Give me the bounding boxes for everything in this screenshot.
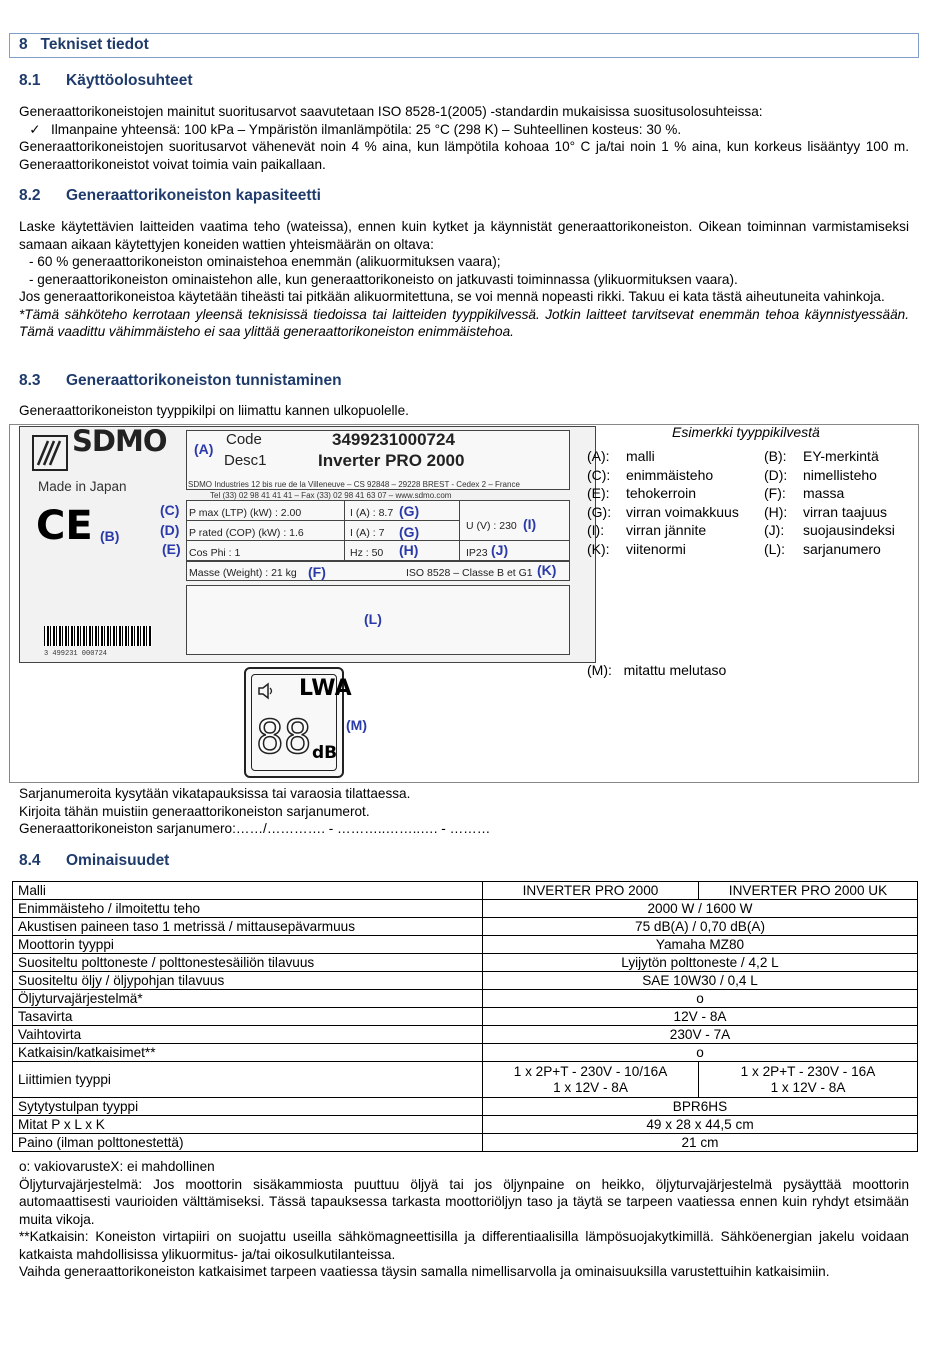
- legend-key: (D):: [764, 466, 788, 483]
- current-max-field: I (A) : 8.7: [350, 507, 394, 519]
- checkmark-icon: ✓: [29, 121, 41, 137]
- legend-key: (L):: [764, 540, 785, 557]
- table-row: [13, 936, 918, 954]
- marker-c: (C): [160, 502, 180, 518]
- legend-key: (C):: [587, 466, 611, 483]
- marker-a: (A): [194, 441, 214, 457]
- spec-key: Katkaisin/katkaisimet**: [13, 1044, 483, 1062]
- cosphi-field: Cos Phi : 1: [189, 547, 241, 559]
- section-title: [19, 36, 149, 54]
- spec-value: o: [483, 1044, 918, 1062]
- legend-value: massa: [803, 485, 845, 501]
- conditions-text: Generaattorikoneistojen mainitut suoritusarvot saavutetaan ISO 8528-1(2005) -standardin mukaisissa suositusolosuhteissa: ✓ Ilmanpaine yhteensä: 100 kPa – Ympäristön ilmanlämpötila: 25 °C (298 K) – Suhteellinen kosteus: 30 %. Generaattorikoneistojen suoritusarvot vähenevät noin 4 % aina, kun lämpötila kohoaa 10° C ja/tai noin 1 % aina, kun korkeus lisääntyy 100 m. Generaattorikoneistot voivat toimia vain paikallaan.: [19, 104, 909, 172]
- list-item: - generaattorikoneiston ominaistehon alle, kun generaattorikoneisto on jatkuvasti toiminnassa (ylikuormituksen vaara).: [29, 271, 738, 287]
- table-row: [13, 954, 918, 972]
- pmax-field: P max (LTP) (kW) : 2.00: [189, 507, 302, 519]
- power-note: *Tämä sähköteho kerrotaan yleensä teknisissä tiedoissa tai laitteiden tyyppikilvessä. Jotkin laitteet tarvitsevat enemmän tehoa käynnistyessään. Tämä vaadittu vähimmäisteho ei saa ylittää generaattorikoneiston enimmäistehoa.: [19, 306, 909, 339]
- lwa-label: LWA: [299, 676, 352, 701]
- spec-value: 12V - 8A: [483, 1008, 918, 1026]
- spec-value: 21 cm: [483, 1134, 918, 1152]
- spec-key: Suositeltu öljy / öljypohjan tilavuus: [13, 972, 483, 990]
- list-item: - 60 % generaattorikoneiston ominaistehoa enemmän (alikuormituksen vaara);: [29, 254, 501, 269]
- sdmo-logo-mark-icon: [32, 435, 68, 471]
- spec-value: SAE 10W30 / 0,4 L: [483, 972, 918, 990]
- plate-intro: Generaattorikoneiston tyyppikilpi on liimattu kannen ulkopuolelle.: [19, 403, 409, 418]
- spec-value: 230V - 7A: [483, 1026, 918, 1044]
- speaker-icon: [256, 681, 276, 706]
- db-unit: dB: [312, 743, 338, 763]
- spec-value: 1 x 2P+T - 230V - 10/16A 1 x 12V - 8A: [483, 1062, 699, 1098]
- legend-value: sarjanumero: [803, 540, 881, 557]
- spec-key: Sytytystulpan tyyppi: [13, 1098, 483, 1116]
- table-row: [13, 1134, 918, 1152]
- marker-d: (D): [160, 522, 180, 538]
- heading-8-4: 8.4 Ominaisuudet: [19, 852, 170, 869]
- made-in-label: Made in Japan: [38, 479, 127, 494]
- desc-value: Inverter PRO 2000: [318, 451, 465, 470]
- spec-value: 2000 W / 1600 W: [483, 900, 918, 918]
- legend-value: virran taajuus: [803, 503, 888, 520]
- current-rated-field: I (A) : 7: [350, 527, 385, 539]
- legend-value: viitenormi: [626, 540, 686, 557]
- spec-value: o: [483, 990, 918, 1008]
- table-footnotes: o: vakiovarusteX: ei mahdollinen Öljyturvajärjestelmä: Jos moottorin sisäkammiosta puuttuu öljyä tai jos öljynpaine on heikko, öljyturvajärjestelmä pysäyttää moottorin automaattisesti vaurioiden välttämiseksi. Tässä tapauksessa tarkasta moottoriöljyn taso ja täytä se tarpeen vaatiessa ennen kuin ryhdyt etsimään muita vikoja. **Katkaisin: Koneiston virtapiiri on suojattu useilla sähkömagneettisilla ja differentiaalisilla lämpösuojakytkimillä. Sähköenergian jakelu voidaan katkaista mahdollisissa ylikuormitus- ja/tai oikosulkutilanteissa. Vaihda generaattorikoneiston katkaisimet tarpeen vaatiessa täysin samalla nimellisarvolla ja ominaisuuksilla varustettuihin katkaisimiin.: [19, 1159, 909, 1279]
- legend-value: virran voimakkuus: [626, 503, 739, 520]
- legend-key: (B):: [764, 448, 787, 464]
- marker-i: (I): [523, 516, 537, 532]
- iso-field: ISO 8528 – Classe B et G1: [406, 567, 533, 579]
- barcode-icon: [44, 626, 152, 646]
- marker-k: (K): [537, 562, 557, 578]
- section-title-text: Tekniset tiedot: [40, 36, 149, 53]
- legend-title: Esimerkki tyyppikilvestä: [672, 424, 820, 440]
- marker-m: (M): [346, 717, 367, 733]
- legend-key: (G):: [587, 503, 612, 520]
- legend-value: tehokerroin: [626, 485, 697, 501]
- prated-field: P rated (COP) (kW) : 1.6: [189, 527, 304, 539]
- marker-g: (G): [399, 503, 420, 519]
- desc-label: Desc1: [224, 452, 267, 469]
- spec-key: Akustisen paineen taso 1 metrissä / mittausepävarmuus: [13, 918, 483, 936]
- frequency-field: Hz : 50: [350, 547, 384, 559]
- marker-h: (H): [399, 542, 419, 558]
- spec-key: Mitat P x L x K: [13, 1116, 483, 1134]
- table-row: [13, 990, 918, 1008]
- spec-key: Öljyturvajärjestelmä*: [13, 990, 483, 1008]
- spec-value: Lyijytön polttoneste / 4,2 L: [483, 954, 918, 972]
- table-row: [13, 918, 918, 936]
- legend-key: (K):: [587, 540, 610, 557]
- contact-line: Tel (33) 02 98 41 41 41 – Fax (33) 02 98 41 63 07 – www.sdmo.com: [210, 491, 452, 500]
- spec-key: Tasavirta: [13, 1008, 483, 1026]
- spec-value: 75 dB(A) / 0,70 dB(A): [483, 918, 918, 936]
- section-number: 8: [19, 36, 28, 53]
- ce-mark-icon: CE: [36, 503, 93, 549]
- section-header-box: [9, 33, 919, 58]
- db-digits: 88: [256, 710, 312, 764]
- table-row: [13, 1098, 918, 1116]
- legend-key: (J):: [764, 522, 785, 538]
- table-row: [13, 1026, 918, 1044]
- capacity-text: Laske käytettävien laitteiden vaatima teho (wateissa), ennen kuin kytket ja käynnistät generaattorikoneiston. Oikean toiminnan varmistamiseksi samaan aikaan käytettyjen koneiden wattien yhteismäärän on oltava: - 60 % generaattorikoneiston ominaistehoa enemmän (alikuormituksen vaara); - generaattorikoneiston ominaistehon alle, kun generaattorikoneisto on jatkuvasti toiminnassa (ylikuormituksen vaara). Jos generaattorikoneistoa käytetään tiheästi tai pitkään alikuormitettuna, se voi mennä nopeasti rikki. Takuu ei kata tästä aiheutuneita vahinkoja. *Tämä sähköteho kerrotaan yleensä teknisissä tiedoissa tai laitteiden tyyppikilvessä. Jotkin laitteet tarvitsevat enemmän tehoa käynnistyessään. Tämä vaadittu vähimmäisteho ei saa ylittää generaattorikoneiston enimmäistehoa.: [19, 219, 909, 339]
- table-row: [13, 900, 918, 918]
- legend-key: (H):: [764, 503, 788, 520]
- table-row: [13, 1044, 918, 1062]
- legend-key: (F):: [764, 485, 786, 501]
- table-row: [13, 1062, 918, 1098]
- code-value: 3499231000724: [332, 430, 455, 449]
- table-row: [13, 1008, 918, 1026]
- marker-b: (B): [100, 528, 120, 544]
- voltage-field: U (V) : 230: [466, 520, 517, 532]
- legend-key: (I):: [587, 522, 605, 538]
- brand-logo: SDMO: [72, 424, 167, 458]
- legend-value: nimellisteho: [803, 466, 877, 483]
- ip-field: IP23: [466, 547, 488, 559]
- spec-value: Yamaha MZ80: [483, 936, 918, 954]
- legend-m: (M): mitattu melutaso: [587, 662, 727, 678]
- spec-key: Enimmäisteho / ilmoitettu teho: [13, 900, 483, 918]
- mass-field: Masse (Weight) : 21 kg: [189, 567, 297, 579]
- marker-e: (E): [162, 541, 181, 557]
- spec-key: Paino (ilman polttonestettä): [13, 1134, 483, 1152]
- barcode-number: 3 499231 000724: [44, 650, 108, 658]
- spec-key: Suositeltu polttoneste / polttonestesäiliön tilavuus: [13, 954, 483, 972]
- spec-value: 49 x 28 x 44,5 cm: [483, 1116, 918, 1134]
- marker-g: (G): [399, 524, 420, 540]
- legend-value: EY-merkintä: [803, 448, 879, 464]
- heading-8-3: 8.3 Generaattorikoneiston tunnistaminen: [19, 372, 342, 389]
- heading-8-2: 8.2 Generaattorikoneiston kapasiteetti: [19, 187, 321, 204]
- spec-value: 1 x 2P+T - 230V - 16A 1 x 12V - 8A: [699, 1062, 918, 1098]
- serial-number-field: Generaattorikoneiston sarjanumero:……/…………. - ………..……..…. - ………: [19, 821, 491, 836]
- table-row: [13, 1116, 918, 1134]
- legend-value: virran jännite: [626, 522, 707, 538]
- legend-key: (E):: [587, 485, 610, 501]
- legend-value: malli: [626, 448, 655, 464]
- marker-l: (L): [364, 611, 382, 627]
- marker-f: (F): [308, 564, 326, 580]
- check-line: ✓ Ilmanpaine yhteensä: 100 kPa – Ympäristön ilmanlämpötila: 25 °C (298 K) – Suhteellinen kosteus: 30 %.: [19, 121, 909, 139]
- spec-key: Moottorin tyyppi: [13, 936, 483, 954]
- address-line: SDMO Industries 12 bis rue de la Villeneuve – CS 92848 – 29228 BREST - Cedex 2 – France: [188, 480, 520, 489]
- legend-value: enimmäisteho: [626, 466, 714, 483]
- marker-j: (J): [491, 542, 509, 558]
- legend-key: (A):: [587, 448, 610, 464]
- heading-8-1: 8.1 Käyttöolosuhteet: [19, 72, 193, 89]
- legend-value: suojausindeksi: [803, 522, 895, 538]
- spec-key: Liittimien tyyppi: [13, 1062, 483, 1098]
- table-row: [13, 972, 918, 990]
- table-row: Malli INVERTER PRO 2000 INVERTER PRO 2000 UK: [13, 882, 918, 900]
- spec-value: BPR6HS: [483, 1098, 918, 1116]
- spec-key: Vaihtovirta: [13, 1026, 483, 1044]
- serial-notes: Sarjanumeroita kysytään vikatapauksissa tai varaosia tilattaessa. Kirjoita tähän muistiin generaattorikoneiston sarjanumerot. Generaattorikoneiston sarjanumero:……/…………. - ………..……..…. - ………: [19, 785, 909, 838]
- spec-table: [12, 881, 918, 1152]
- code-label: Code: [226, 431, 262, 448]
